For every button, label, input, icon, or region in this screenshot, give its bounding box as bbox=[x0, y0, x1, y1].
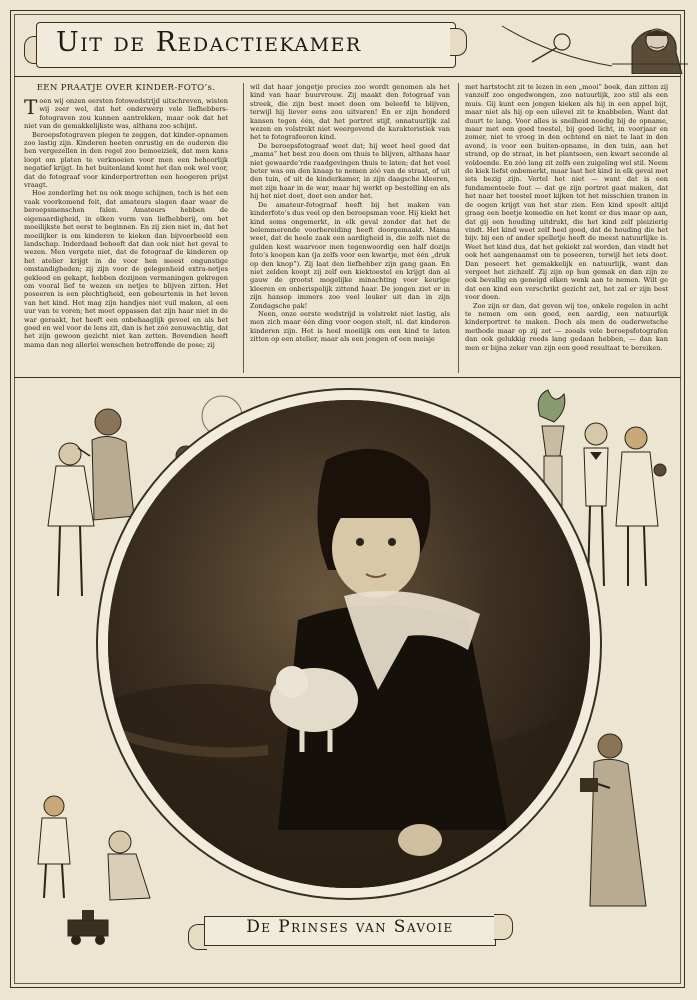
article-column-1 bbox=[24, 83, 228, 373]
princess-portrait-image bbox=[108, 400, 590, 888]
article-paragraph: Toen wij onzen eersten fotowedstrijd uitschreven, wisten wij zeer wel, dat het onderwerp vele liefhebbers-fotograven zou kunnen aantrekken, maar ook dat het niet van de gemakkelijkste was, althans zoo schijnt. bbox=[24, 95, 228, 131]
article-column-2 bbox=[243, 83, 450, 373]
editor-at-desk-illustration bbox=[492, 16, 692, 74]
drop-cap: T bbox=[24, 95, 38, 119]
article bbox=[14, 77, 681, 378]
article-paragraph: Zoo zijn er dan, dat geven wij toe, enkele regelen in acht te nemen om een goed, een aardig, een natuurlijk kinderportret te maken. Doch als men de ouderwetsche methode maar op zij zet — zooals vele beroepsfotografen dan ook gelukkig reeds lang gedaan hebben, — dan kan men er bijna zeker van zijn een goed resultaat te bereiken. bbox=[465, 301, 668, 352]
woman-with-camera-sketch bbox=[570, 730, 680, 920]
article-paragraph: wil dat haar jongetje precies zoo wordt genomen als het kind van haar buurvrouw. Zij maakt den fotograaf van streek, die zijn best moet doen om beleefd te blijven, terwijl hij liever eens zou uitvaren! En er zijn honderd kansen tegen één, dat het portret stijf, onnatuurlijk zal wezen en volstrekt niet weergevend de karakteristiek van het te fotografeeren kind. bbox=[250, 83, 450, 142]
masthead bbox=[14, 14, 681, 77]
caption-scroll bbox=[182, 912, 518, 952]
article-paragraph: Beroepsfotograven plegen te zeggen, dat kinder-opnamen zoo lastig zijn. Kinderen heeten onrustig en de ouderen die hen vergezellen in den regel zoo bemoeiziek, dat men kans loopt om platen te verknoeien voor men een behoorlijk negatief krijgt. In het buitenland komt het dan ook wel voor, dat de fotograaf voor kinderportretten een hoogeren prijst vraagt. bbox=[24, 130, 228, 190]
illustration-panel bbox=[14, 378, 681, 984]
section-title: Uit de Redactiekamer bbox=[56, 27, 362, 58]
banner-curl-right bbox=[450, 28, 467, 56]
article-paragraph: Hoe zonderling het nu ook moge schijnen, toch is het een vaak voorkomend feit, dat amateurs slagen daar waar de beroepsmenschen falen. Amateurs hebben de eigenaardigheid, in elken vorm van liefhebberij, om het moeilijkste het eerst te beginnen. En zij zien niet in, dat het moeilijker is om kinderen te kieken dan bijvoorbeeld een landschap. Inderdaad behoeft dat dan ook niet het geval te wezen. Men vergete niet, dat de fotograaf de kinderen op het atelier krijgt in de voor hen meest ongunstige omstandigheden; zij zijn voor de gelegenheid extra-netjes gekleed en gekapt, hebben dozijnen vermaningen gekregen om vooral lief te wezen en netjes te blijven zitten. Het poseeren is een plechtigheid, een gebeurtenis in het leven van het kind. Het mag zijn handjes niet vuil maken, al een uur van te voren; het moet oppassen dat zijn haar niet in de war geraakt, het heeft een onbehaaglijk gevoel en als het goed en wel voor de lens zit, dan is het zóó zenuwachtig, dat het zijn gewoon gezicht niet kan zetten. Bovendien heeft mama dan nog allerlei wenschen betreffende de pose; zij bbox=[24, 189, 228, 349]
article-heading: EEN PRAATJE OVER KINDER-FOTO’s. bbox=[36, 83, 216, 93]
portrait-photo bbox=[108, 400, 590, 888]
article-paragraph: De amateur-fotograaf heeft bij het maken van kinderfoto’s dus veel op den beroepsman voor. Hij kiekt het kind soms ongemerkt, in elk geval zonder dat het de belemmerende voorbereiding heeft doorgemaakt. Mama weet, dat de heele zaak een aardigheid is, die zelfs niet de gulden kost waarvoor men tegenwoordig een half dozijn foto’s koopen kan (ja zelfs voor een kwartje, met één „druk op den knop”). Zij laat den liefhebber zijn gang gaan. En niet zelden koopt zij zelf een kiektoestel en krijgt dan al gauw de grootst mogelijke minachting voor keurige kleeren en onberispelijk zittend haar. De jongen ziet er in zijn hansop immers zoo veel leuker uit dan in zijn Zondagsche pak! bbox=[250, 200, 450, 310]
article-paragraph: De beroepsfotograaf weet dat; hij weet heel goed dat „mama” het best zou doen om thuis te blijven, althans haar niet gewaarde’rde raadgevingen thuis te laten; dat het veel beter was om den knaap te nemen zóó van de straat, of uit den tuin, of uit de kinderkamer, in zijn daagsche kleeren, met zijn haar in de war, maar hij werkt op bestelling en als hij het niet doet, doet een ander het. bbox=[250, 141, 450, 201]
article-paragraph: met hartstocht zit te lezen in een „mooi” boek, dan zitten zij vanzelf zoo ongedwongen, zoo natuurlijk, zoo stil als een muis. Gij kunt een jongen kieken als hij in een appel bijt, maar niet als hij op een uilevel zit te knabbelen. Want dat duurt te lang. Voor alles is snelheid noodig bij de opname, maar met een goed toestel, bij goed licht, in voorjaar en zomer, niet te vroeg in den ochtend en niet te laat in den avond, is voor een buiten-opname, in den tuin, aan het strand, op de straat, in het plantsoen, een kwart seconde al voldoende. En zóó lang zit zelfs een zuigeling wel stil. Neem de kiek liefst onbemerkt, maar laat het kind in elk geval met iets bezig zijn. Vertel het niet — want dat is een fundamenteele fout — dat ge zijn portret gaat maken, dat het naar het toestel moet kijken tot het misschien tranen in de oogen krijgt van het star zien. Een kind speelt altijd graag een beetje komedie en het komt er dus maar op aan, dat gij een houding uitdrukt, die het kind zelf pleizierig vindt. Het kind weet zelf heel goed, dat de houding die het bijv. bij een of ander spelletje heeft de meest natuurlijke is. Weet het kind dus, dat het gekiekt zal worden, dan vindt het ook het aangenaamst om te poseeren, terwijl het iets doet. Dan poseert het gemakkelijk en natuurlijk, want dan vergeet het zichzelf. Zij zijn op hun gemak en dan zijn ze ook bevallig en geneigd elken wenk aan te nemen. Wilt ge dat een kind een verschrikt gezicht zet, het zal er zijn best voor doen. bbox=[465, 83, 668, 302]
photo-caption: De Prinses van Savoie bbox=[246, 917, 454, 937]
article-paragraph: Neen, onze eerste wedstrijd is volstrekt niet lastig, als men zich maar één ding voor oogen stelt, nl. dat kinderen kinderen zijn. Het is heel moeilijk om een kind te laten zitten op een atelier, maar als een jongen of een meisje bbox=[250, 309, 450, 344]
article-column-3 bbox=[458, 83, 668, 373]
